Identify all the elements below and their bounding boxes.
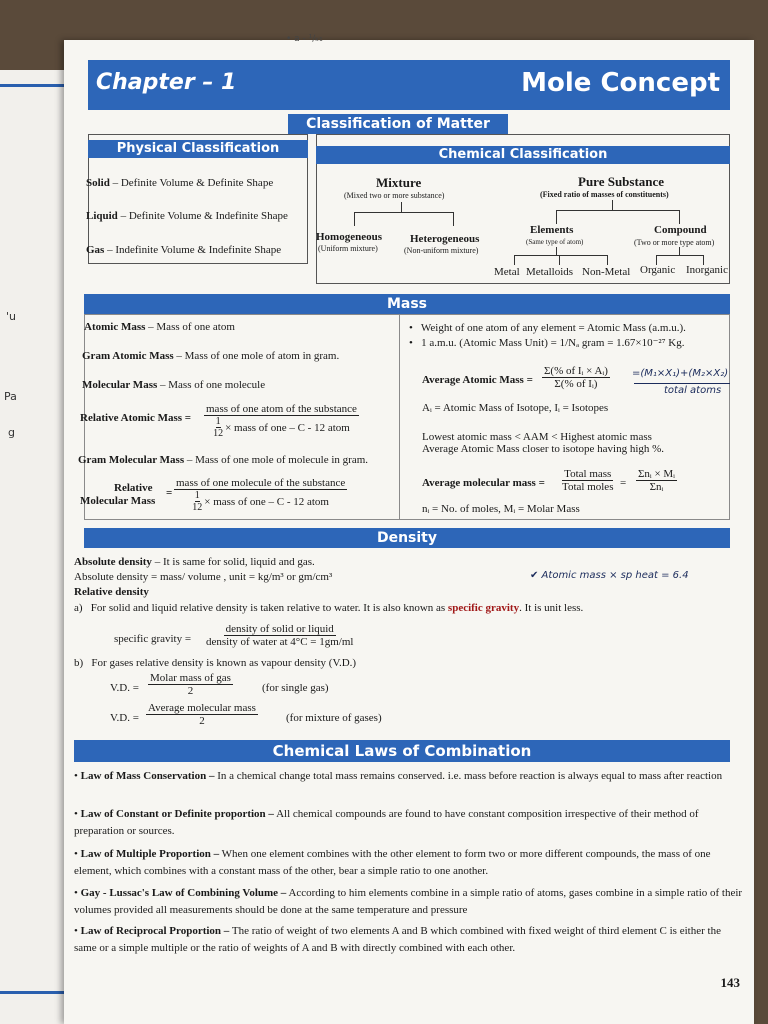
absolute-density-def: Absolute density – It is same for solid, liquid and gas.	[74, 556, 315, 568]
mixture-label: Mixture	[376, 175, 422, 190]
heterogeneous-label: Heterogeneous	[410, 233, 480, 245]
molecular-mass-def: Molecular Mass – Mass of one molecule	[82, 379, 266, 391]
average-atomic-mass-label: Average Atomic Mass =	[422, 374, 533, 386]
mixture-sub: (Mixed two or more substance)	[344, 191, 445, 200]
law-multiple-proportion: • Law of Multiple Proportion – When one element combines with the other element to form two or more different compounds, the mass of one element, which combines with a constant mass of the other, bear a simple ratio to one another.	[74, 848, 711, 877]
metalloids-label: Metalloids	[526, 266, 574, 278]
chapter-label: Chapter – 1	[96, 70, 237, 95]
vd-mixture-fraction: Average molecular mass 2	[148, 702, 256, 727]
vd-single-fraction: Molar mass of gas 2	[150, 672, 231, 697]
amm-equals: =	[620, 477, 627, 489]
pure-substance-sub: (Fixed ratio of masses of constituents)	[540, 190, 669, 199]
vd-mixture-note: (for mixture of gases)	[286, 712, 382, 724]
chapter-title: Mole Concept	[521, 68, 720, 98]
elements-label: Elements	[530, 224, 574, 236]
amm-fraction-2: Σnᵢ × Mᵢ Σnᵢ	[638, 468, 675, 493]
heterogeneous-sub: (Non-uniform mixture)	[404, 246, 479, 255]
margin-note-2: Pa	[4, 390, 17, 403]
laws-title: Chemical Laws of Combination	[74, 740, 730, 762]
law-definite-proportion: • Law of Constant or Definite proportion – All chemical compounds are found to have constant composition irrespective of their method of preparation or sources.	[74, 808, 699, 837]
pure-substance-label: Pure Substance	[578, 174, 665, 189]
lowest-mass-note: Lowest atomic mass < AAM < Highest atomic mass	[422, 431, 652, 443]
moles-note: nᵢ = No. of moles, Mᵢ = Molar Mass	[422, 503, 580, 515]
physical-item-gas: Gas – Indefinite Volume & Indefinite Shape	[86, 244, 282, 256]
elements-sub: (Same type of atom)	[526, 238, 584, 246]
closer-isotope-note: Average Atomic Mass closer to isotope having high %.	[422, 443, 665, 455]
physical-item-solid: Solid – Definite Volume & Definite Shape	[86, 177, 274, 189]
classification-title: Classification of Matter	[288, 114, 508, 134]
density-title: Density	[84, 528, 730, 548]
relative-density-heading: Relative density	[74, 586, 149, 598]
specific-gravity-label: specific gravity =	[114, 633, 192, 645]
average-atomic-mass-fraction: $\frac{\text{Σ(\% of Iᵢ × Aᵢ)}}{\text{Σ(\% of Iᵢ)}}$	[544, 365, 608, 390]
gram-molecular-mass-def: Gram Molecular Mass – Mass of one mole of molecule in gram.	[78, 454, 369, 466]
chapter-header	[88, 60, 730, 110]
law-mass-conservation: • Law of Mass Conservation – In a chemical change total mass remains conserved. i.e. mass before reaction is always equal to mass after reaction	[74, 770, 723, 782]
rmm-label-1: Relative	[114, 482, 153, 494]
isotope-note: Aᵢ = Atomic Mass of Isotope, Iᵢ = Isotopes	[422, 402, 609, 414]
vd-single-label: V.D. =	[110, 682, 139, 694]
margin-note-1: 'u	[6, 310, 16, 323]
vd-mixture-label: V.D. =	[110, 712, 139, 724]
relative-density-a: a) For solid and liquid relative density is taken relative to water. It is also known as specific gravity. It is unit less.	[74, 602, 584, 614]
mass-title: Mass	[84, 294, 730, 314]
physical-title: Physical Classification	[88, 140, 308, 158]
handwritten-density-note: ✔ Atomic mass × sp heat = 6.4	[530, 570, 689, 581]
specific-gravity-fraction: density of solid or liquid density of water at 4°C = 1gm/ml	[206, 623, 354, 648]
organic-label: Organic	[640, 264, 676, 276]
absolute-density-formula: Absolute density = mass/ volume , unit = kg/m³ or gm/cm³	[74, 571, 333, 583]
rmm-label-2: Molecular Mass	[80, 495, 156, 507]
gram-atomic-mass-def: Gram Atomic Mass – Mass of one mole of atom in gram.	[82, 350, 340, 362]
homogeneous-label: Homogeneous	[316, 231, 382, 243]
margin-note-3: g	[8, 426, 15, 439]
mass-bullet-2: • 1 a.m.u. (Atomic Mass Unit) = 1/Nₐ gram = 1.67×10⁻²⁷ Kg.	[409, 337, 685, 349]
handwritten-aam-numerator: =(M₁×X₁)+(M₂×X₂)	[632, 368, 729, 379]
relative-density-b: b) For gases relative density is known as vapour density (V.D.)	[74, 657, 357, 669]
rmm-equals: =	[166, 487, 173, 499]
compound-sub: (Two or more type atom)	[634, 238, 715, 247]
atomic-mass-def: Atomic Mass – Mass of one atom	[84, 321, 235, 333]
relative-molecular-mass-fraction: mass of one molecule of the substance $\frac{1}{12}$ × mass of one – C - 12 atom	[176, 477, 346, 513]
top-note: • a - ¹/ₖ₁	[286, 34, 323, 44]
law-reciprocal-proportion: • Law of Reciprocal Proportion – The ratio of weight of two elements A and B which combined with fixed weight of third element C is either the same or a simple multiple or the ratio of weights of A and B with directly combined with each other.	[74, 925, 721, 954]
mass-bullet-1: • Weight of one atom of any element = Atomic Mass (a.m.u.).	[409, 322, 686, 334]
metal-label: Metal	[494, 266, 520, 278]
homogeneous-sub: (Uniform mixture)	[318, 244, 378, 253]
relative-atomic-mass-label: Relative Atomic Mass =	[80, 412, 192, 424]
inorganic-label: Inorganic	[686, 264, 728, 276]
law-combining-volume: • Gay - Lussac's Law of Combining Volume – According to him elements combine in a simple ratio of atoms, gases combine in a simple ratio of their volumes provided all measurements should be done at the same temperature and pressure	[74, 887, 743, 916]
average-molecular-mass-label: Average molecular mass =	[422, 477, 545, 489]
amm-fraction-1: Total mass Total moles	[562, 468, 614, 493]
nonmetal-label: Non-Metal	[582, 266, 631, 278]
vd-single-note: (for single gas)	[262, 682, 329, 694]
compound-label: Compound	[654, 224, 707, 236]
relative-atomic-mass-fraction: mass of one atom of the substance $\frac{1}{12}$ × mass of one – C - 12 atom	[206, 403, 357, 439]
handwritten-aam-denominator: total atoms	[664, 385, 722, 396]
document-page	[64, 34, 754, 1024]
physical-item-liquid: Liquid – Definite Volume & Indefinite Shape	[86, 210, 288, 222]
page-number: 143	[720, 975, 740, 990]
chemical-title: Chemical Classification	[316, 146, 730, 164]
